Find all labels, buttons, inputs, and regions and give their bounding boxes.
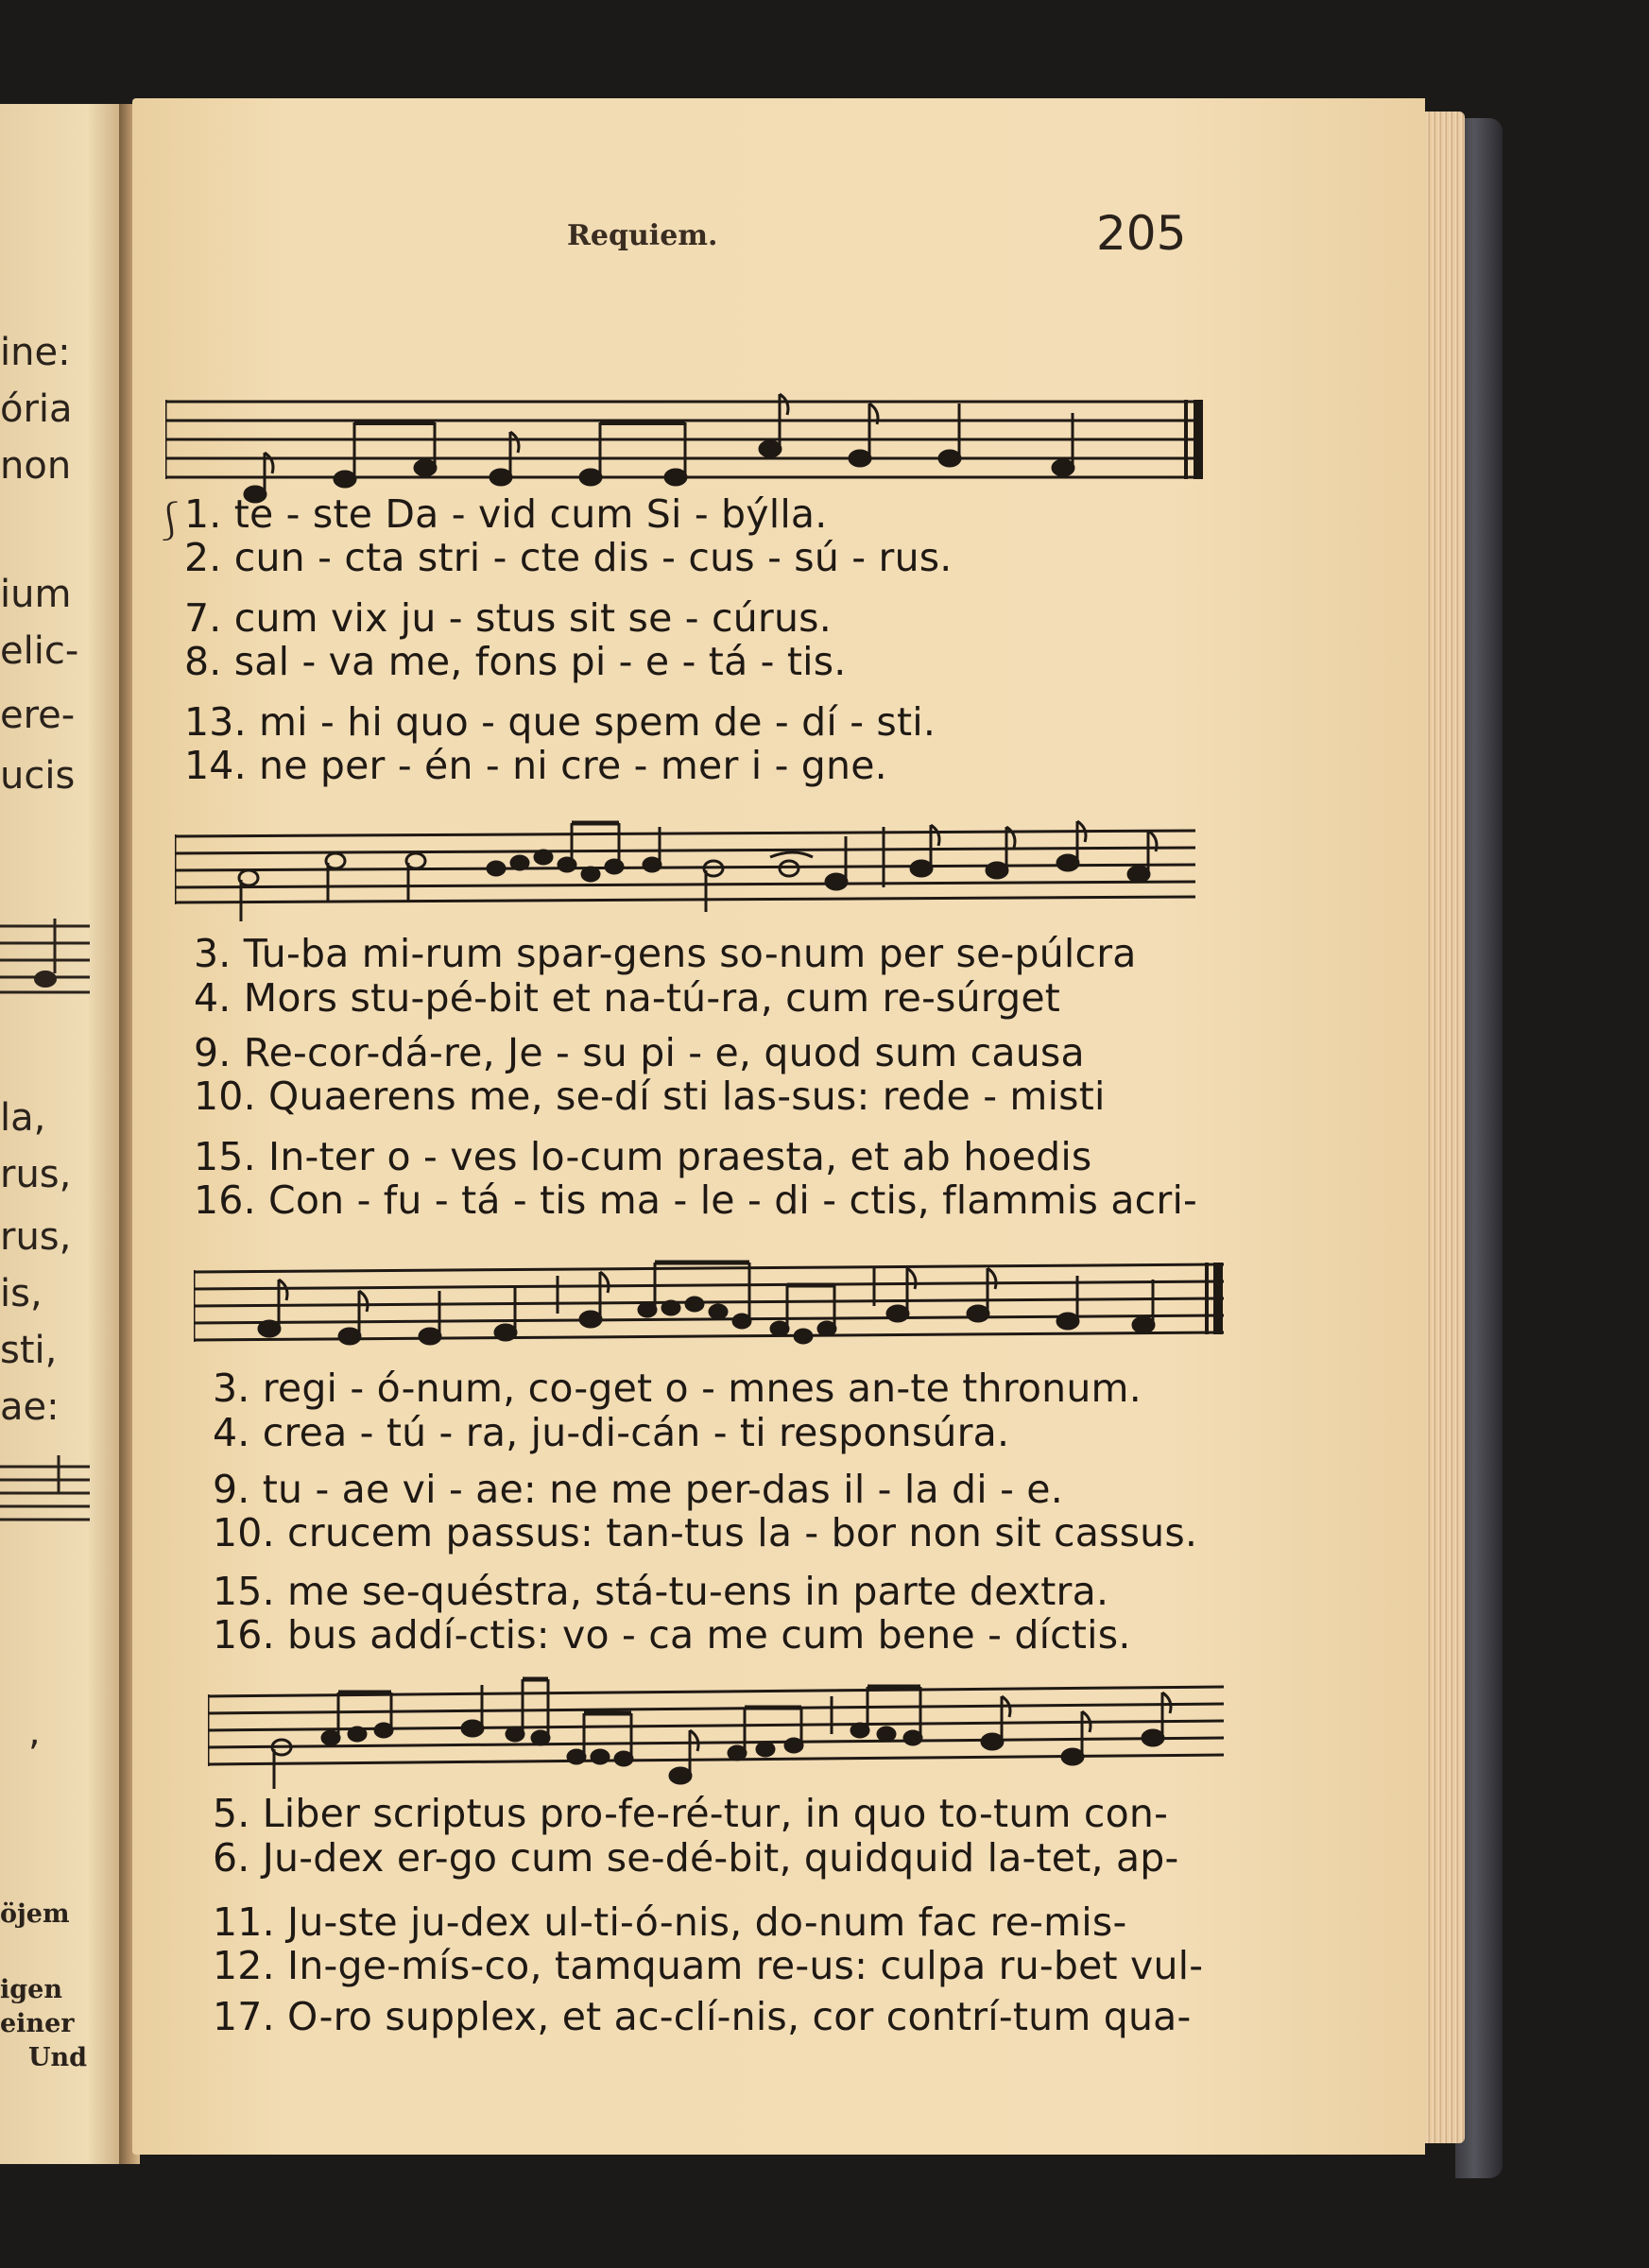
music-staff-3: [194, 1238, 1233, 1370]
verse-line: 17. O-ro supplex, et ac-clí-nis, cor contrí-tum qua-: [213, 1994, 1192, 2039]
verse-line: 4. crea - tú - ra, ju-di-cán - ti responsúra.: [213, 1410, 1010, 1455]
left-facing-page: [0, 104, 125, 2164]
left-page-fragment: einer: [0, 2009, 75, 2038]
music-staff-2: [175, 808, 1205, 931]
left-page-staff-fragment: [0, 1446, 90, 1531]
left-page-fragment: non: [0, 444, 72, 488]
left-page-fragment: elic-: [0, 629, 79, 673]
verse-line: 14. ne per - én - ni cre - mer i - gne.: [184, 743, 887, 788]
verse-line: 15. In-ter o - ves lo-cum praesta, et ab hoedis: [194, 1134, 1092, 1179]
verse-line: 7. cum vix ju - stus sit se - cúrus.: [184, 595, 832, 641]
left-page-fragment: is,: [0, 1272, 43, 1315]
music-staff-4: [208, 1658, 1228, 1791]
left-page-fragment: ae:: [0, 1385, 60, 1429]
left-page-fragment: sti,: [0, 1329, 58, 1372]
running-title: Requiem.: [567, 219, 718, 252]
page-edges: [1425, 112, 1465, 2143]
left-page-fragment: ,: [28, 1710, 41, 1754]
left-page-fragment: rus,: [0, 1153, 72, 1196]
verse-line: 5. Liber scriptus pro-fe-ré-tur, in quo to-tum con-: [213, 1791, 1169, 1836]
verse-line: 9. tu - ae vi - ae: ne me per-das il - la di - e.: [213, 1467, 1063, 1512]
verse-line: 2. cun - cta stri - cte dis - cus - sú - rus.: [184, 535, 953, 580]
verse-line: 1. te - ste Da - vid cum Si - býlla.: [184, 491, 828, 537]
left-page-fragment: öjem: [0, 1899, 70, 1929]
verse-line: 3. Tu-ba mi-rum spar-gens so-num per se-púlcra: [194, 931, 1137, 976]
left-page-fragment: ium: [0, 573, 72, 616]
left-page-fragment: igen: [0, 1975, 62, 2004]
verse-line: 16. bus addí-ctis: vo - ca me cum bene - díctis.: [213, 1612, 1131, 1658]
left-page-fragment: rus,: [0, 1215, 72, 1259]
verse-line: 10. crucem passus: tan-tus la - bor non sit cassus.: [213, 1510, 1198, 1555]
verse-line: 4. Mors stu-pé-bit et na-tú-ra, cum re-súrget: [194, 975, 1061, 1021]
verse-line: 12. In-ge-mís-co, tamquam re-us: culpa ru-bet vul-: [213, 1943, 1204, 1988]
left-page-fragment: ine:: [0, 331, 71, 374]
verse-line: 15. me se-quéstra, stá-tu-ens in parte dextra.: [213, 1569, 1109, 1614]
verse-line: 9. Re-cor-dá-re, Je - su pi - e, quod sum causa: [194, 1030, 1085, 1075]
left-page-fragment: ucis: [0, 754, 76, 798]
verse-line: 11. Ju-ste ju-dex ul-ti-ó-nis, do-num fac re-mis-: [213, 1899, 1127, 1945]
left-page-staff-fragment: [0, 898, 90, 1002]
left-page-fragment: ere-: [0, 694, 76, 737]
left-page-fragment: ória: [0, 387, 73, 431]
page-number: 205: [1096, 206, 1187, 261]
left-page-fragment: la,: [0, 1096, 46, 1140]
verse-line: 16. Con - fu - tá - tis ma - le - di - ctis, flammis acri-: [194, 1177, 1198, 1223]
verse-line: 13. mi - hi quo - que spem de - dí - sti.: [184, 699, 936, 745]
left-page-fragment: Und: [28, 2043, 88, 2072]
verse-line: 10. Quaerens me, se-dí sti las-sus: rede - misti: [194, 1074, 1106, 1119]
verse-line: 6. Ju-dex er-go cum se-dé-bit, quidquid la-tet, ap-: [213, 1835, 1179, 1881]
verse-line: 8. sal - va me, fons pi - e - tá - tis.: [184, 639, 847, 684]
verse-line: 3. regi - ó-num, co-get o - mnes an-te thronum.: [213, 1366, 1142, 1411]
verse-brace: ⎰: [151, 500, 189, 543]
